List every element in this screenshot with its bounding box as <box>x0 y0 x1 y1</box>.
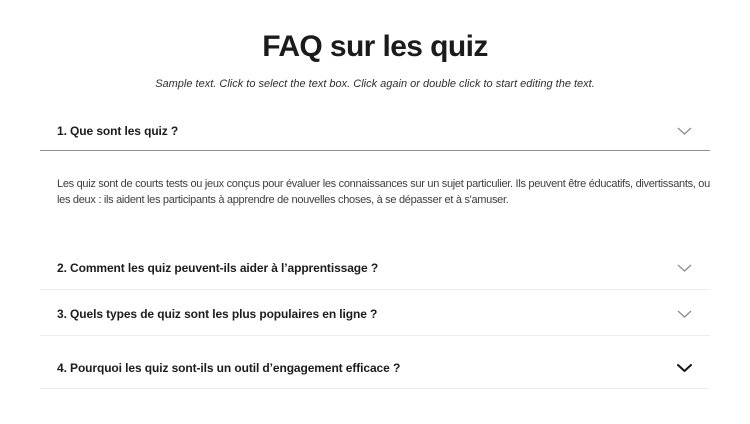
faq-item-3 <box>40 290 710 336</box>
faq-item-1-body <box>40 151 710 244</box>
faq-item-1-header[interactable] <box>40 111 710 151</box>
faq-item-2-question: 2. Comment les quiz peuvent-ils aider à l’apprentissage ? <box>57 261 379 275</box>
faq-item-4-question: 4. Pourquoi les quiz sont-ils un outil d’engagement efficace ? <box>57 361 401 375</box>
faq-item-1-question: 1. Que sont les quiz ? <box>57 124 179 138</box>
faq-item-4-header[interactable] <box>40 336 710 389</box>
faq-item-1 <box>40 111 710 244</box>
chevron-down-icon[interactable] <box>677 127 692 135</box>
faq-accordion <box>40 111 710 389</box>
faq-item-1-answer: Les quiz sont de courts tests ou jeux conçus pour évaluer les connaissances sur un sujet particulier. Ils peuvent être éducatifs, divertissants, ou les deux : ils aident les participants à apprendre de nouvelles choses, à se dépasser et à s'amuser. <box>57 178 710 206</box>
faq-item-2-header[interactable] <box>40 244 710 290</box>
page-subtitle[interactable]: Sample text. Click to select the text box. Click again or double click to start editing the text. <box>155 78 595 90</box>
chevron-down-icon[interactable] <box>677 364 692 372</box>
faq-item-3-question: 3. Quels types de quiz sont les plus populaires en ligne ? <box>57 307 378 321</box>
faq-item-2 <box>40 244 710 290</box>
chevron-down-icon[interactable] <box>677 310 692 318</box>
faq-item-4 <box>40 336 710 389</box>
page-title[interactable]: FAQ sur les quiz <box>262 30 488 63</box>
chevron-down-icon[interactable] <box>677 264 692 272</box>
faq-item-3-header[interactable] <box>40 290 710 336</box>
